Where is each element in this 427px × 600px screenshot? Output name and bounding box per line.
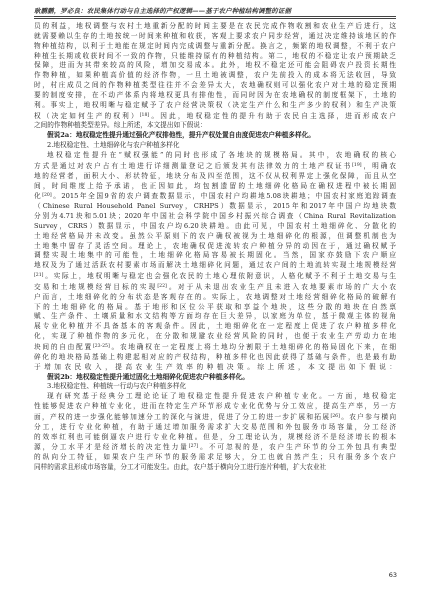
body-text-line: 之间的作物种植类型差异。综上所述，本文提出如下假说： <box>34 121 207 130</box>
body-text-line: 源，分工水平才是经济增长的决定性力量[27]。不可忽视的是，农户生产环节的分工外包具有典型 <box>34 443 396 452</box>
section-heading: 2.地权稳定性、土地细碎化与农户种植多样化 <box>47 141 180 150</box>
body-text-line: 土地经营格局并未改变。虽然公平原则下的农户确权被视为土地细碎化的根源，但调整机制也为 <box>34 231 396 240</box>
body-text-line: 户而言，土地细碎化的分布状态是客观存在的。实际上，农地调整对土地经营细碎化格局的破解有 <box>34 292 396 301</box>
body-text-line: Survey，CRRS）数据显示，中国农户均6.20块耕地。由此可见，中国农村土地细碎化、分散化的 <box>34 221 396 230</box>
body-text-line: 地权及为了通过活跃农村要素市场而解决土地细碎化问题，通过农户间的土地流转实现土地规模经营 <box>34 261 396 270</box>
header-rule-top <box>34 16 396 17</box>
body-text-line: 于增加农民收入，提高农业生产效率的种植决策。综上所述，本文提出如下假说： <box>34 362 396 371</box>
body-text-line: 化[20]。2015年全国9省的农户调查数据显示，中国农村户均耕地5.08块耕地；中国农村家庭追踪调查 <box>34 192 396 201</box>
body-text-line: 赋、生产条件、土壤质量和水文结构等方面均存在巨大差异，以家庭为单位，基于微观主体的视角 <box>34 312 396 321</box>
body-text-line: 的纵向分工特征，如果农户生产环节的服务需求足够大，分工也就自然产生；只有服务多个农户 <box>34 453 396 462</box>
section-heading: 3.地权稳定性、种植统一行动与农户种植多样化 <box>47 382 187 391</box>
body-text-line: 土地集中留存了灵活空间。理论上，农地确权促进流转农户种植分异的动因在于，通过确权赋予 <box>34 241 396 250</box>
body-text-line: 方式是通过对农户占有土地进行详细测量登记之后颁发其有法律效力的土地产权证书[19]，明确农 <box>34 161 396 170</box>
page-number: 63 <box>388 571 397 579</box>
body-text-line: 同样的需求且形成市场容量，分工才可能发生。由此，农户基于横向分工进行连片种植，扩大农业社 <box>34 463 327 472</box>
hypothesis-line: 假说2b：地权稳定性提升通过固化土地细碎化促进农户种植多样化。 <box>47 372 249 381</box>
body-text-line: 的效率红利也可能倒逼农户进行专业化种植。但是，分工理论认为，规模经济不是经济增长的根本 <box>34 432 396 441</box>
body-text-line: 时，村庄成员之间的作物种植类型往往并不会差异太大，农地确权则可以强化农户对土地的稳定预期 <box>34 81 396 90</box>
body-text-line: 交易和土地规模经营目标的实现[22]。对于从未退出农业生产且未进入农地要素市场的广大小农 <box>34 282 396 291</box>
body-text-line: 利。事实上，地权明晰与稳定赋予了农户经营决策权（决定生产什么和生产多少的权利）和生产决策 <box>34 100 396 109</box>
article-body <box>34 22 396 473</box>
body-text-line: 块间的自由配置[23-25]。农地确权在一定程度上将土地均分割限于土地细碎化的格局固化下来，在细 <box>34 343 396 351</box>
body-text-line: 间，时间维度上给予承诺，也正因如此，均包割遗留的土地细碎化格局在确权进程中被长期固 <box>34 181 396 190</box>
body-text-line: 保障，进而为其带来较高的风险，增加交易成本。此外，地权不稳定还可能会阻碍农户投资长期性 <box>34 61 396 70</box>
hypothesis-line: 假说2a：地权稳定性提升通过强化产权排他性，提升产权处置自由度促进农户种植多样化。 <box>47 131 315 140</box>
body-text-line: 展专业化种植并不具备基本的客观条件。因此，土地细碎化在一定程度上促进了农户种植多样化 <box>34 322 396 331</box>
body-text-line: 面，产权的进一步强化能够加速分工的深化与演进，促进了分工的进一步扩展和拓展[26]。农户参与横向 <box>34 412 396 421</box>
body-text-line: [21]。实际上，地权明晰与稳定也会强化农民的土地心理依附意识，人格化赋予不利于土地交易与生 <box>34 272 396 281</box>
body-text-line: 权（决定如何生产的权利）[18]。因此，地权稳定性的提升有助于农民自主选择，进而形成农户 <box>34 111 396 120</box>
running-header: 耿鹏鹏，罗必良：农民集体行动与自主选择的产权逻辑——基于农户种植结构调整的证据 <box>34 7 292 15</box>
body-text-line: （Chinese Rural Household Panel Survey，CRHPS）数据显示，2015年和2017年中国户均地块数 <box>34 202 396 211</box>
body-text-line: 分别为4.71块和5.01块；2020年中国社会科学院中国乡村振兴综合调查（China Rural Revitalization <box>34 212 396 221</box>
body-text-line: 员的利益，地权调整与农村土地重新分配的时间主要是在农民完成作物收割和农业生产后进行，这 <box>34 22 396 30</box>
body-text-line: 种植生长期或收获时间不一致的作物，只能维持原有的种植结构。第二，地权的不稳定让农户预期缺乏 <box>34 51 396 60</box>
body-text-line: 性能够促进农户种植专业化，进而在特定生产环节形成专业化优势与分工效应，提高生产率，另一方 <box>34 402 396 411</box>
body-text-line: 作物种植，如果种植高价值的经济作物，一旦土地被调整，农户先前投入的成本将无法收回，导致 <box>34 71 396 80</box>
body-text-line: 地权稳定性提升在“赋权强能”的同时也形成了各地块的规模格局。其中，农地确权的核心 <box>47 150 396 159</box>
body-text-line: 现有研究基于经典分工理论论证了地权稳定性提升促进农户种植专业化。一方面，地权稳定 <box>47 392 396 401</box>
body-text-line: 调整实现土地集中的可能性，土地细碎化格局容易被长期固化。当然，国家亦鼓励下农户顺应 <box>34 251 396 260</box>
body-text-line: 地的经营者，面积大小、形状特征，地块分布及四至范围，这不仅从权利界定上强化保障，而且从空 <box>34 171 396 180</box>
body-text-line: 物种植结构，以利于土地能在规定时间内完成调整与重新分配。换言之，频繁的地权调整，不利于农户 <box>34 41 396 50</box>
header-rule-bottom <box>34 18 396 19</box>
body-text-line: 分工，进行专业化种植，有助于通过增加服务需求扩大交易范围和外包服务市场容量，分工经济 <box>34 422 396 431</box>
body-text-line: 就需要赖以生存的土地按统一时间来种植和收获，客观上要求农户同步经营，通过决定维持该地区的作 <box>34 31 396 40</box>
body-text-line: 化，实现了种植作物的多元化，在分散和规避农业经营风险的同时，也便于农业生产劳动力在地 <box>34 332 396 341</box>
body-text-line: 要的制度安排，在不动产体系内将地权更具有排他性，而同时因为在农地确权的制度框架下，土地的 <box>34 90 396 99</box>
body-text-line: 碎化的地块格局基础上构建起相对应的产权结构，种植多样化也因此获得了基础与条件，也是最有助 <box>34 352 396 361</box>
body-text-line: 下的土地细碎化的格局。基于地形和区位公平获取和享益个地块，这些分散的地块在自然禀 <box>34 302 396 311</box>
